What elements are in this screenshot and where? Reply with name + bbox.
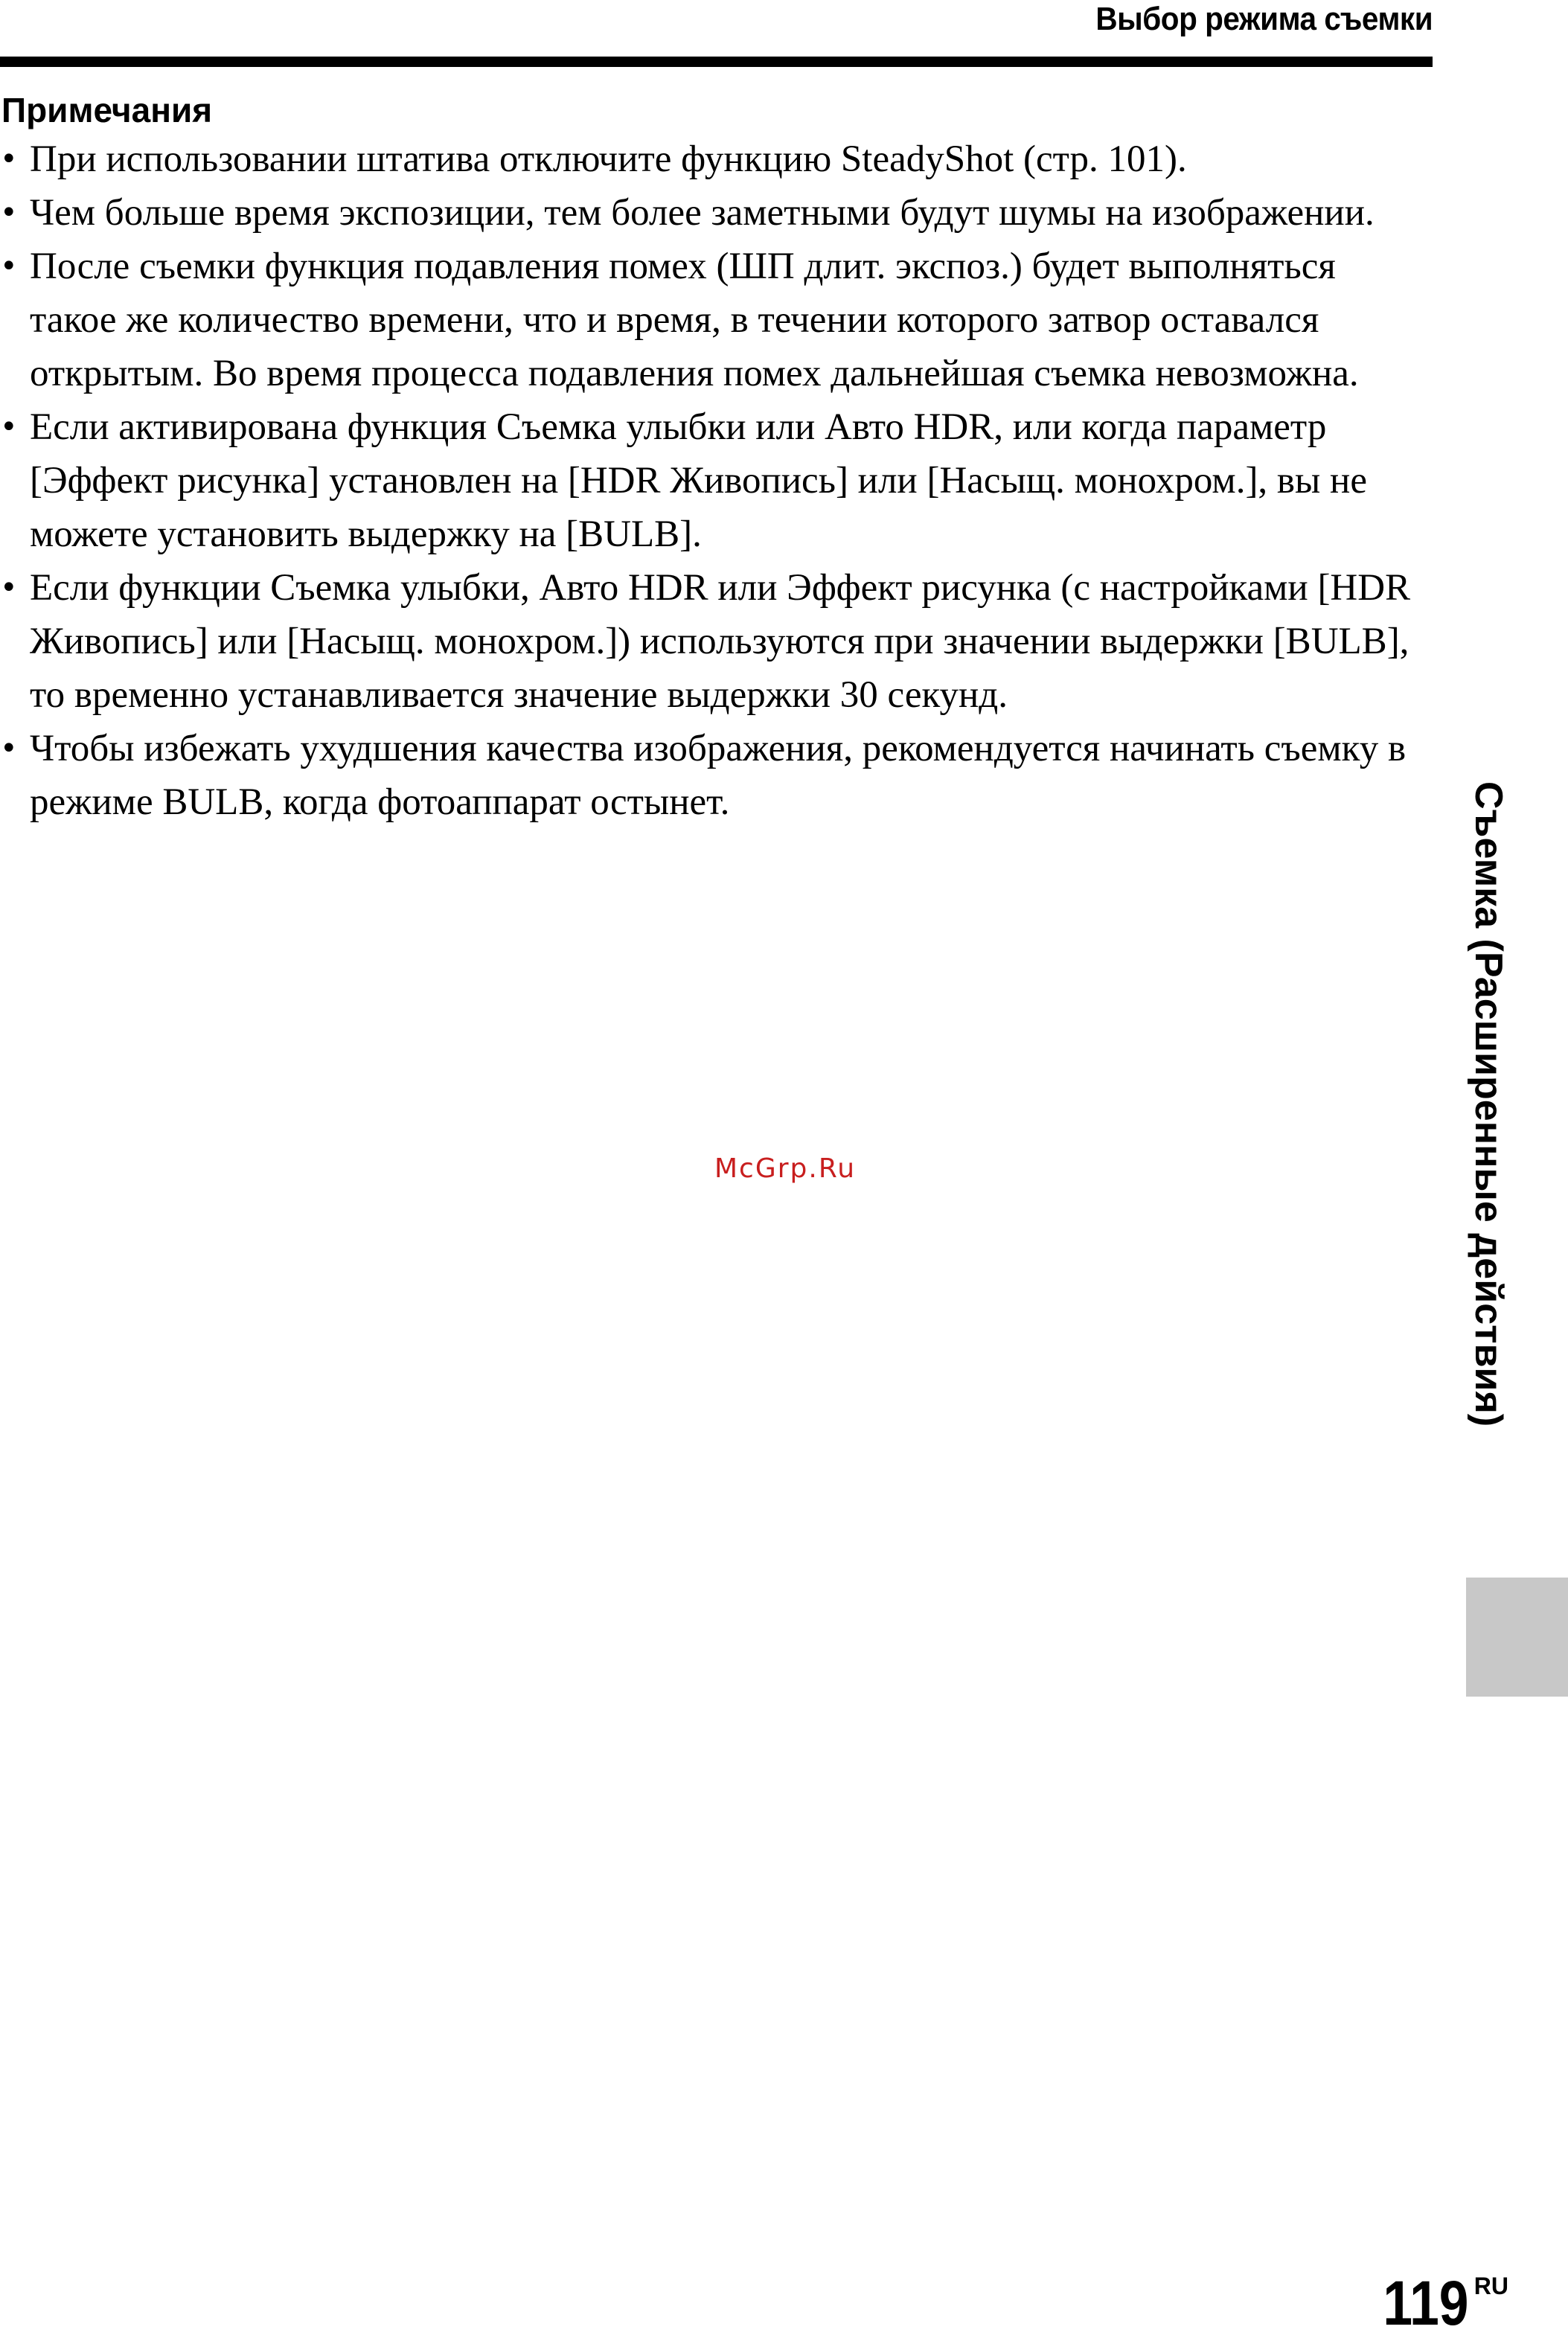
header-rule <box>0 57 1433 67</box>
page-section-title: Выбор режима съемки <box>1095 1 1433 37</box>
bullet-icon: • <box>0 410 18 444</box>
note-item <box>0 240 1429 400</box>
note-text: Чтобы избежать ухудшения качества изображения, рекомендуется начинать съемку в режиме BULB, когда фотоаппарат остынет. <box>30 728 1407 823</box>
note-text: Если активирована функция Съемка улыбки или Авто HDR, или когда параметр [Эффект рисунка] установлен на [HDR Живопись] или [Насыщ. монохром.], вы не можете установить выдержку на [BULB]. <box>30 406 1367 555</box>
bullet-icon: • <box>0 196 18 230</box>
note-item <box>0 722 1429 829</box>
note-item <box>0 186 1429 240</box>
note-item <box>0 132 1429 186</box>
bullet-icon: • <box>0 249 18 284</box>
bullet-icon: • <box>0 142 18 176</box>
bullet-icon: • <box>0 731 18 766</box>
section-side-tab-label: Съемка (Расширенные действия) <box>1467 781 1510 1427</box>
page-language-suffix: RU <box>1473 2273 1508 2299</box>
note-text: При использовании штатива отключите функцию SteadyShot (стр. 101). <box>30 138 1187 180</box>
section-side-tab-marker <box>1466 1578 1568 1697</box>
notes-list <box>0 132 1429 829</box>
bullet-icon: • <box>0 571 18 605</box>
note-text: Чем больше время экспозиции, тем более заметными будут шумы на изображении. <box>30 192 1375 234</box>
note-item <box>0 400 1429 561</box>
watermark: McGrp.Ru <box>714 1153 857 1184</box>
note-item <box>0 561 1429 722</box>
page-number: 119 <box>1383 2268 1469 2338</box>
notes-heading: Примечания <box>1 91 213 129</box>
note-text: Если функции Съемка улыбки, Авто HDR или Эффект рисунка (с настройками [HDR Живопись] или [Насыщ. монохром.]) используются при значении выдержки [BULB], то временно устанавливается значение выдержки 30 секунд. <box>30 567 1411 716</box>
note-text: После съемки функция подавления помех (ШП длит. экспоз.) будет выполняться такое же количество времени, что и время, в течении которого затвор оставался открытым. Во время процесса подавления помех дальнейшая съемка невозможна. <box>30 246 1359 394</box>
